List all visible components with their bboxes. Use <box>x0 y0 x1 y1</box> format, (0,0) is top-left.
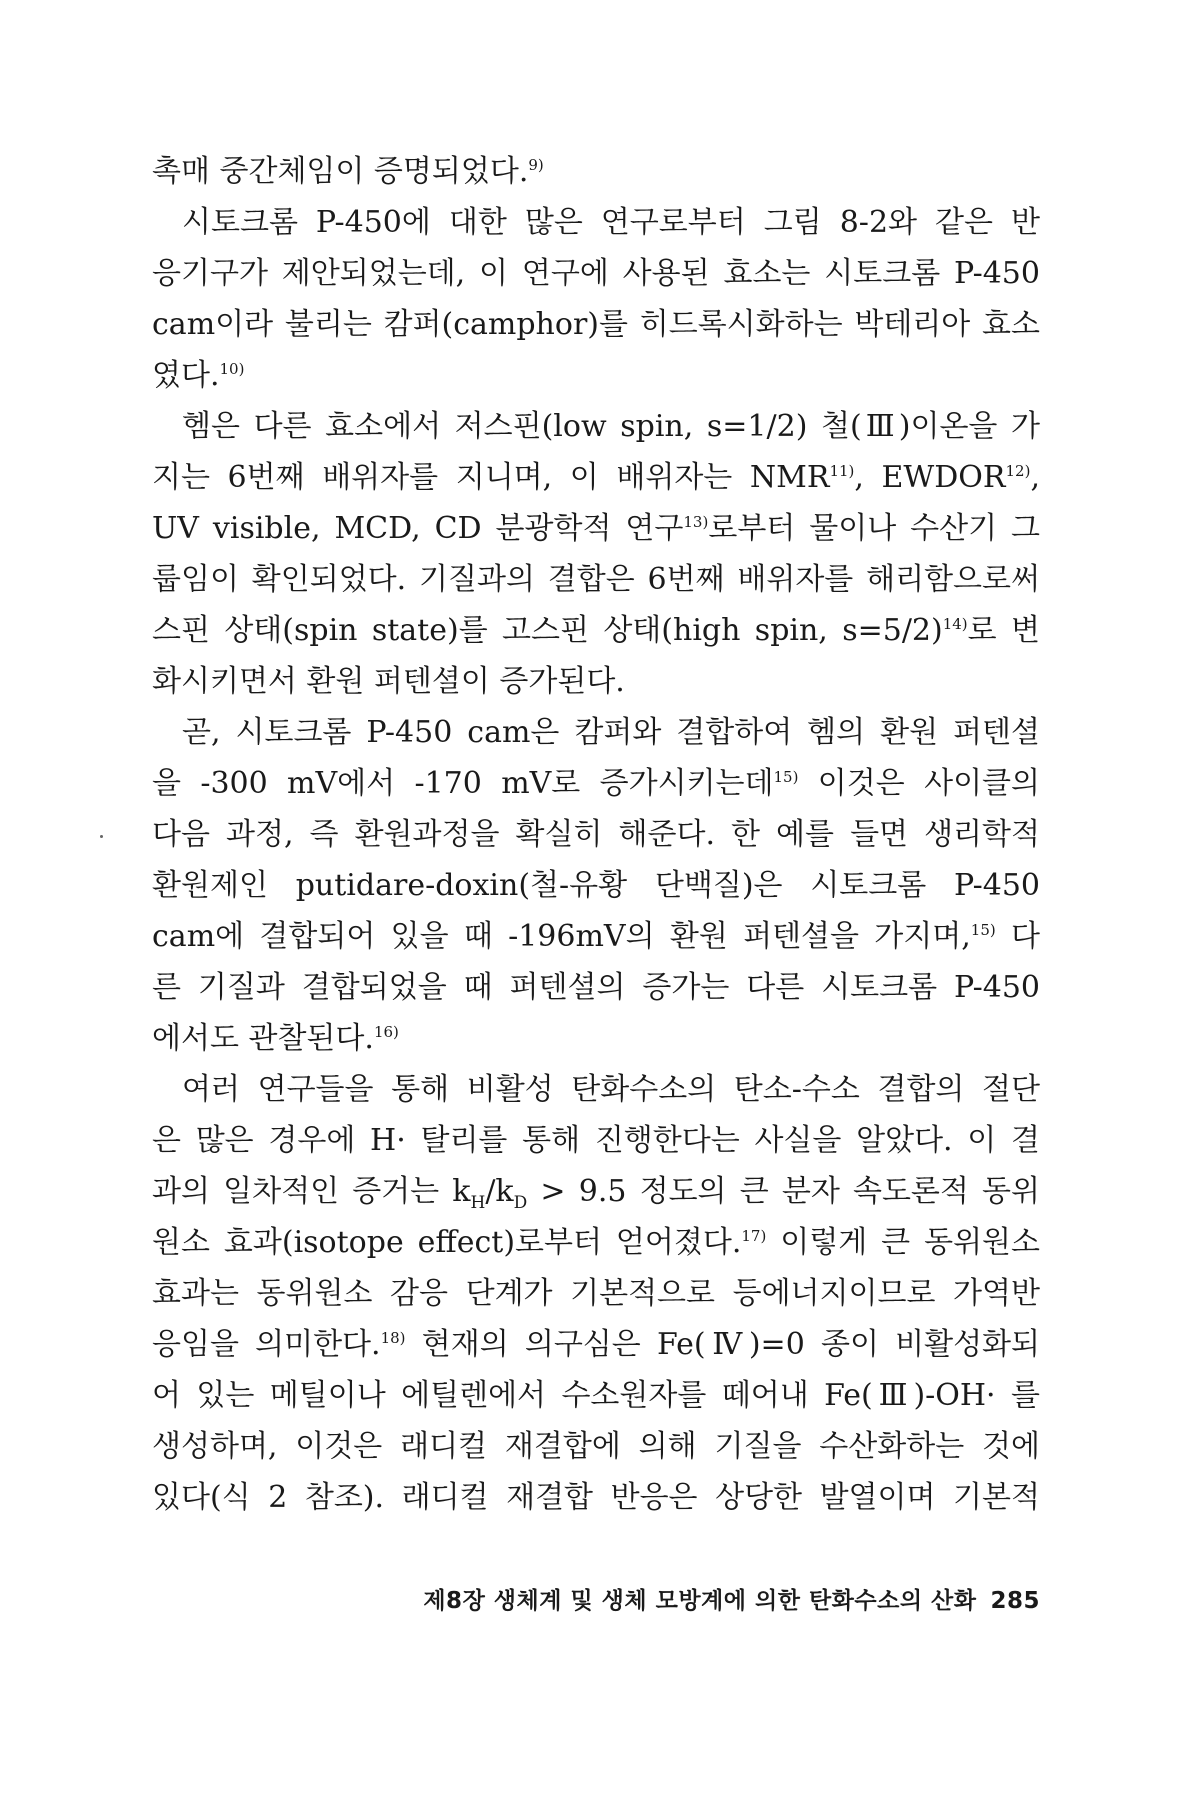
text-line <box>152 1268 1040 1319</box>
text-run: 시토크롬 P-450에 대한 많은 연구로부터 그림 8-2와 같은 반 <box>182 205 1040 240</box>
text-run: > 9.5 정도의 큰 분자 속도론적 동위 <box>527 1174 1041 1209</box>
text-line <box>152 656 1040 707</box>
text-line <box>152 146 1040 197</box>
paragraph <box>152 146 1040 197</box>
paragraph <box>152 1064 1040 1523</box>
body-text <box>152 146 1040 1523</box>
text-run: 이것은 사이클의 <box>798 766 1041 801</box>
text-run: 환원제인 putidare-doxin(철-유황 단백질)은 시토크롬 P-450 <box>152 868 1040 903</box>
text-run: /k <box>485 1174 514 1209</box>
footnote-ref: 10) <box>219 360 245 378</box>
footnote-ref: 17) <box>741 1227 767 1245</box>
text-run: 스핀 상태(spin state)를 고스핀 상태(high spin, s=5/2) <box>152 613 943 648</box>
subscript: H <box>470 1193 486 1213</box>
text-line <box>152 503 1040 554</box>
text-line <box>152 962 1040 1013</box>
text-line <box>152 1319 1040 1370</box>
text-run: 룹임이 확인되었다. 기질과의 결합은 6번째 배위자를 해리함으로써 <box>152 562 1040 597</box>
text-line <box>152 809 1040 860</box>
text-run: 촉매 중간체임이 증명되었다. <box>152 154 529 189</box>
text-run: 은 많은 경우에 H· 탈리를 통해 진행한다는 사실을 알았다. 이 결 <box>152 1123 1040 1158</box>
text-line <box>152 452 1040 503</box>
text-line <box>152 911 1040 962</box>
footnote-ref: 16) <box>373 1023 399 1041</box>
text-run: 여러 연구들을 통해 비활성 탄화수소의 탄소-수소 결합의 절단 <box>182 1072 1040 1107</box>
footnote-ref: 14) <box>942 615 968 633</box>
text-run: 곧, 시토크롬 P-450 cam은 캄퍼와 결합하여 헴의 환원 퍼텐셜 <box>182 715 1040 750</box>
footnote-ref: 13) <box>683 513 709 531</box>
text-run: 생성하며, 이것은 래디컬 재결합에 의해 기질을 수산화하는 것에 <box>152 1429 1040 1464</box>
text-run: 원소 효과(isotope effect)로부터 얻어졌다. <box>152 1225 742 1260</box>
text-line <box>152 1217 1040 1268</box>
text-run: , <box>1030 460 1040 495</box>
text-run: 지는 6번째 배위자를 지니며, 이 배위자는 NMR <box>152 460 830 495</box>
text-line <box>152 350 1040 401</box>
text-run: 응기구가 제안되었는데, 이 연구에 사용된 효소는 시토크롬 P-450 <box>152 256 1040 291</box>
text-line <box>152 1013 1040 1064</box>
text-run: 헴은 다른 효소에서 저스핀(low spin, s=1/2) 철(Ⅲ)이온을 가 <box>182 409 1040 444</box>
page-number: 285 <box>990 1588 1040 1614</box>
text-line <box>152 1472 1040 1523</box>
text-line <box>152 860 1040 911</box>
text-run: , EWDOR <box>854 460 1006 495</box>
text-run: 다 <box>995 919 1040 954</box>
page-footer <box>152 1582 1040 1615</box>
text-run: 로부터 물이나 수산기 그 <box>708 511 1040 546</box>
footnote-ref: 12) <box>1005 462 1031 480</box>
text-line <box>152 554 1040 605</box>
text-run: 있다(식 2 참조). 래디컬 재결합 반응은 상당한 발열이며 기본적 <box>152 1480 1040 1515</box>
text-run: 다음 과정, 즉 환원과정을 확실히 해준다. 한 예를 들면 생리학적 <box>152 817 1040 852</box>
text-line <box>152 707 1040 758</box>
running-title: 제8장 생체계 및 생체 모방계에 의한 탄화수소의 산화 <box>423 1588 977 1614</box>
text-line <box>152 758 1040 809</box>
text-run: cam이라 불리는 캄퍼(camphor)를 히드록시화하는 박테리아 효소 <box>152 307 1040 342</box>
paragraph <box>152 707 1040 1064</box>
text-run: 효과는 동위원소 감응 단계가 기본적으로 등에너지이므로 가역반 <box>152 1276 1040 1311</box>
text-line <box>152 1166 1040 1217</box>
text-run: 에서도 관찰된다. <box>152 1021 374 1056</box>
paragraph <box>152 401 1040 707</box>
footnote-ref: 9) <box>528 156 544 174</box>
margin-mark <box>100 835 103 838</box>
subscript: D <box>513 1193 528 1213</box>
footnote-ref: 18) <box>380 1329 406 1347</box>
text-run: UV visible, MCD, CD 분광학적 연구 <box>152 511 684 546</box>
text-line <box>152 299 1040 350</box>
text-run: 과의 일차적인 증거는 k <box>152 1174 471 1209</box>
text-run: 였다. <box>152 358 220 393</box>
text-line <box>152 401 1040 452</box>
text-line <box>152 1421 1040 1472</box>
paragraph <box>152 197 1040 401</box>
text-run: 을 -300 mV에서 -170 mV로 증가시키는데 <box>152 766 774 801</box>
footnote-ref: 11) <box>829 462 855 480</box>
footnote-ref: 15) <box>970 921 996 939</box>
text-line <box>152 605 1040 656</box>
text-run: cam에 결합되어 있을 때 -196mV의 환원 퍼텐셜을 가지며, <box>152 919 971 954</box>
text-line <box>152 1370 1040 1421</box>
text-run: 응임을 의미한다. <box>152 1327 381 1362</box>
text-run: 현재의 의구심은 Fe(Ⅳ)=0 종이 비활성화되 <box>405 1327 1041 1362</box>
text-run: 어 있는 메틸이나 에틸렌에서 수소원자를 떼어내 Fe(Ⅲ)-OH· 를 <box>152 1378 1040 1413</box>
text-line <box>152 1064 1040 1115</box>
text-run: 화시키면서 환원 퍼텐셜이 증가된다. <box>152 664 625 699</box>
footnote-ref: 15) <box>773 768 799 786</box>
text-line <box>152 1115 1040 1166</box>
text-run: 로 변 <box>967 613 1040 648</box>
text-line <box>152 197 1040 248</box>
text-line <box>152 248 1040 299</box>
text-run: 른 기질과 결합되었을 때 퍼텐셜의 증가는 다른 시토크롬 P-450 <box>152 970 1040 1005</box>
text-run: 이렇게 큰 동위원소 <box>766 1225 1041 1260</box>
